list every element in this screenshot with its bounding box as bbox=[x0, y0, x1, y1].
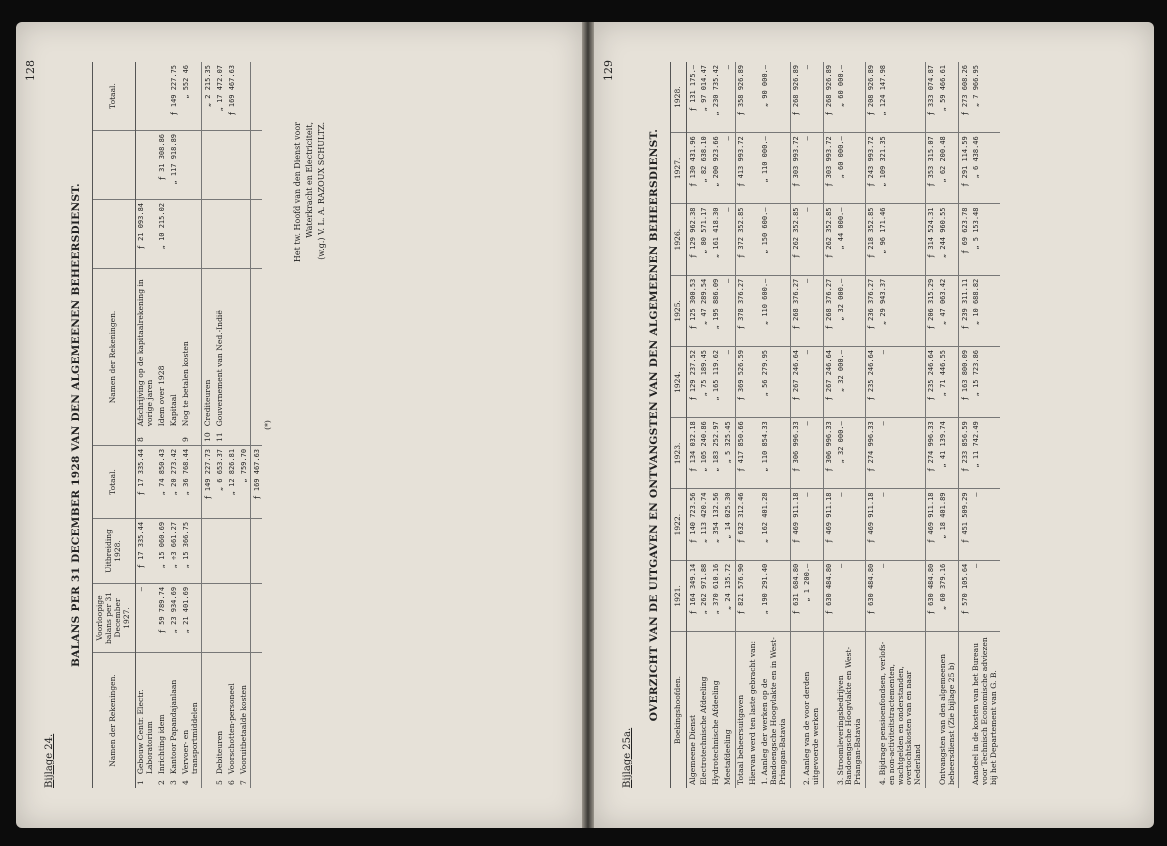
year-value: „ 124 147.98 bbox=[877, 62, 925, 133]
year-value: — bbox=[802, 62, 823, 133]
overview-table bbox=[670, 62, 1000, 788]
year-value: „ 5 325.45 bbox=[723, 418, 735, 489]
year-value: ƒ 69 623.78 bbox=[959, 204, 971, 275]
credit-total: ƒ 169 467.63 bbox=[226, 62, 238, 131]
year-value: ƒ 631 684.80 bbox=[790, 560, 802, 631]
row-label: Totaal beheersuitgaven bbox=[735, 632, 747, 789]
year-value: — bbox=[835, 560, 865, 631]
cell-nr: 5 bbox=[214, 780, 224, 785]
cell-voorloopig bbox=[251, 583, 263, 652]
overview-row bbox=[802, 62, 823, 788]
overview-row bbox=[735, 62, 747, 788]
balance-row bbox=[135, 62, 156, 788]
balance-row bbox=[214, 62, 226, 788]
year-value: „ 62 200.48 bbox=[937, 133, 958, 204]
bijlage-label-right: Bijlage 25a. bbox=[622, 727, 633, 788]
credit-total: „ 552 46 bbox=[180, 62, 201, 131]
left-page-content bbox=[16, 22, 582, 828]
row-label: Aandeel in de kosten van het Bureau voor Technisch Economische adviezen bij het Departement van G. B. bbox=[970, 637, 998, 785]
year-value: — bbox=[970, 560, 1000, 631]
credit-name: Idem over 1928 bbox=[156, 365, 166, 427]
cell-uitbreiding: „ ÷3 661.27 bbox=[168, 518, 180, 583]
year-value: „ 32 000.— bbox=[835, 418, 865, 489]
year-value: „ 82 638.10 bbox=[699, 133, 711, 204]
year-value: „ 60 000.— bbox=[835, 62, 865, 133]
year-value: „ 32 000.— bbox=[835, 347, 865, 418]
year-value: „ 18 401.89 bbox=[937, 489, 958, 560]
year-value: ƒ 140 723.56 bbox=[687, 489, 699, 560]
year-value: „ 150 600.— bbox=[760, 204, 790, 275]
year-value: ƒ 262 352.85 bbox=[823, 204, 835, 275]
credit-nr: 10 bbox=[202, 429, 214, 445]
balance-row bbox=[168, 62, 180, 788]
col-header-year: 1924. bbox=[671, 347, 687, 418]
year-value: ƒ 469 911.18 bbox=[823, 489, 835, 560]
cell-totaal: „ 74 850.43 bbox=[156, 445, 168, 518]
balance-title: BALANS PER 31 DECEMBER 1928 VAN DEN ALGEMEENEN BEHEERSDIENST. bbox=[69, 183, 82, 667]
year-value: „ 47 063.42 bbox=[937, 275, 958, 346]
row-label bbox=[823, 632, 835, 789]
year-value: — bbox=[723, 62, 735, 133]
overview-row bbox=[723, 62, 735, 788]
year-value: ƒ 274 996.33 bbox=[925, 418, 937, 489]
credit-col: „ 117 918.89 bbox=[168, 131, 180, 200]
year-value: „ 6 438.46 bbox=[970, 133, 1000, 204]
year-value: ƒ 291 114.59 bbox=[959, 133, 971, 204]
year-value: ƒ 239 311.11 bbox=[959, 275, 971, 346]
year-value bbox=[748, 560, 760, 631]
cell-naam: Inrichting idem bbox=[156, 714, 166, 775]
overview-row bbox=[687, 62, 699, 788]
year-value: — bbox=[802, 133, 823, 204]
year-value: ƒ 268 926.89 bbox=[823, 62, 835, 133]
year-value: ƒ 268 376.27 bbox=[823, 275, 835, 346]
balance-note-row bbox=[262, 62, 274, 788]
credit-name: Nog te betalen kosten bbox=[180, 341, 190, 427]
balance-row bbox=[226, 62, 238, 788]
bijlage-label-left: Bijlage 24. bbox=[44, 733, 55, 788]
cell-uitbreiding bbox=[238, 518, 250, 583]
row-label: Hiervan werd ten laste gebracht van: bbox=[748, 640, 758, 785]
year-value: „ 11 742.49 bbox=[970, 418, 1000, 489]
year-value: „ 96 171.46 bbox=[877, 204, 925, 275]
year-value: „ 110 600.— bbox=[760, 275, 790, 346]
year-value: „ 56 279.95 bbox=[760, 347, 790, 418]
cell-uitbreiding bbox=[214, 518, 226, 583]
year-value bbox=[748, 275, 760, 346]
row-label bbox=[790, 632, 802, 789]
cell-nr: 2 bbox=[156, 780, 166, 785]
cell-nr: 7 bbox=[238, 780, 248, 785]
year-value: ƒ 630 484.80 bbox=[925, 560, 937, 631]
year-value: ƒ 268 926.89 bbox=[790, 62, 802, 133]
cell-totaal: ƒ 169 467.63 bbox=[251, 445, 263, 518]
col-header-totaal-credit: Totaal. bbox=[93, 62, 135, 131]
year-value: „ 5 153.48 bbox=[970, 204, 1000, 275]
year-value: ƒ 274 996.33 bbox=[865, 418, 877, 489]
year-value: ƒ 369 526.59 bbox=[735, 347, 747, 418]
cell-naam: Kantoor Papandajanlaan bbox=[168, 679, 178, 775]
year-value: „ 1 200.— bbox=[802, 560, 823, 631]
year-value bbox=[748, 347, 760, 418]
year-value: ƒ 273 608.26 bbox=[959, 62, 971, 133]
overview-row bbox=[823, 62, 835, 788]
cell-voorloopig: „ 23 934.69 bbox=[168, 583, 180, 652]
year-value: ƒ 303 993.72 bbox=[790, 133, 802, 204]
credit-name: Gouvernement van Ned.-Indië bbox=[214, 310, 224, 427]
cell-naam: Gebouw Centr. Electr. Laboratorium bbox=[136, 689, 154, 775]
year-value: ƒ 469 911.18 bbox=[790, 489, 802, 560]
footnote-marker: (*) bbox=[262, 420, 272, 430]
year-value: — bbox=[802, 275, 823, 346]
cell-nr: 3 bbox=[168, 780, 178, 785]
balance-table bbox=[92, 62, 274, 788]
row-label bbox=[925, 632, 937, 789]
row-label: Algemeene Dienst bbox=[687, 714, 697, 785]
year-value: ƒ 469 911.18 bbox=[925, 489, 937, 560]
cell-nr: 4 bbox=[180, 780, 190, 785]
credit-sub bbox=[168, 200, 180, 269]
year-value: ƒ 164 349.14 bbox=[687, 560, 699, 631]
year-value: ƒ 129 237.52 bbox=[687, 347, 699, 418]
credit-total: ƒ 149 227.75 bbox=[168, 62, 180, 131]
cell-totaal: „ 20 273.42 bbox=[168, 445, 180, 518]
year-value: — bbox=[835, 489, 865, 560]
year-value bbox=[748, 62, 760, 133]
year-value: „ 262 971.88 bbox=[699, 560, 711, 631]
year-value: „ 60 000.— bbox=[835, 133, 865, 204]
row-label: 3. Stroomleveringsbedrijven Bandoengsche Hoogvlakte en West-Priangan-Batavia bbox=[835, 646, 863, 785]
year-value: ƒ 306 996.33 bbox=[790, 418, 802, 489]
year-value: ƒ 131 175.— bbox=[687, 62, 699, 133]
col-header-year: 1922. bbox=[671, 489, 687, 560]
right-page bbox=[594, 22, 1154, 828]
year-value: „ 244 960.55 bbox=[937, 204, 958, 275]
year-value: „ 105 240.86 bbox=[699, 418, 711, 489]
right-page-content bbox=[594, 22, 1154, 828]
year-value: — bbox=[802, 204, 823, 275]
year-value: — bbox=[877, 347, 925, 418]
year-value: — bbox=[802, 418, 823, 489]
overview-row bbox=[877, 62, 925, 788]
col-header-year: 1921. bbox=[671, 560, 687, 631]
year-value: ƒ 451 509.29 bbox=[959, 489, 971, 560]
cell-totaal: „ 36 768.44 bbox=[180, 445, 201, 518]
credit-sub: „ 10 215.02 bbox=[156, 200, 168, 269]
overview-row bbox=[970, 62, 1000, 788]
year-value: — bbox=[723, 204, 735, 275]
year-value: „ 32 000.— bbox=[835, 275, 865, 346]
balance-row bbox=[180, 62, 201, 788]
overview-row bbox=[959, 62, 971, 788]
year-value: ƒ 821 576.90 bbox=[735, 560, 747, 631]
col-header-names-credit: Namen der Rekeningen. bbox=[93, 269, 135, 446]
year-value: „ 75 189.45 bbox=[699, 347, 711, 418]
credit-name: Afschrijving op de kapitaalrekening in vorige jaren bbox=[136, 279, 154, 427]
year-value: „ 24 135.72 bbox=[723, 560, 735, 631]
book-gutter bbox=[582, 22, 594, 828]
year-value: ƒ 570 105.64 bbox=[959, 560, 971, 631]
credit-name: Kapitaal bbox=[168, 394, 178, 427]
year-value: „ 15 723.86 bbox=[970, 347, 1000, 418]
credit-nr bbox=[168, 429, 180, 445]
year-value: ƒ 236 376.27 bbox=[865, 275, 877, 346]
year-value: ƒ 630 484.80 bbox=[823, 560, 835, 631]
year-value: ƒ 353 315.07 bbox=[925, 133, 937, 204]
year-value: ƒ 163 800.09 bbox=[959, 347, 971, 418]
cell-voorloopig bbox=[226, 583, 238, 652]
year-value bbox=[748, 489, 760, 560]
cell-totaal: „ 12 826.81 bbox=[226, 445, 238, 518]
cell-uitbreiding: „ 15 366.75 bbox=[180, 518, 201, 583]
cell-uitbreiding bbox=[251, 518, 263, 583]
row-label: Meetafdeeling bbox=[723, 729, 733, 785]
year-value: ƒ 206 315.29 bbox=[925, 275, 937, 346]
year-value: „ 354 132.56 bbox=[711, 489, 723, 560]
page-number-left: 128 bbox=[24, 60, 37, 81]
credit-col: ƒ 31 308.86 bbox=[156, 131, 168, 200]
cell-voorloopig: ƒ 59 789.74 bbox=[156, 583, 168, 652]
year-value: — bbox=[802, 489, 823, 560]
year-value: „ 165 119.62 bbox=[711, 347, 723, 418]
year-value: ƒ 417 850.66 bbox=[735, 418, 747, 489]
cell-voorloopig bbox=[202, 583, 214, 652]
year-value: „ 44 000.— bbox=[835, 204, 865, 275]
row-label: 1. Aanleg der werken op de Bandoengsche Hoogvlakte en in West-Priangan-Batavia bbox=[760, 637, 788, 785]
year-value bbox=[748, 204, 760, 275]
year-value: ƒ 306 996.33 bbox=[823, 418, 835, 489]
year-value: ƒ 130 431.96 bbox=[687, 133, 699, 204]
year-value: — bbox=[877, 489, 925, 560]
year-value: „ 10 688.82 bbox=[970, 275, 1000, 346]
year-value: „ 200 923.66 bbox=[711, 133, 723, 204]
cell-nr bbox=[202, 777, 214, 788]
year-value: „ 90 000.— bbox=[760, 62, 790, 133]
row-label: Electrotechnische Afdeeling bbox=[699, 676, 709, 785]
year-value: — bbox=[723, 347, 735, 418]
year-value: „ 60 379.16 bbox=[937, 560, 958, 631]
year-value: „ 183 252.97 bbox=[711, 418, 723, 489]
year-value bbox=[748, 418, 760, 489]
cell-voorloopig bbox=[238, 583, 250, 652]
year-value: ƒ 125 300.53 bbox=[687, 275, 699, 346]
cell-naam: Debiteuren bbox=[214, 730, 224, 775]
credit-total: „ 2 215.35 bbox=[202, 62, 214, 131]
year-value: — bbox=[723, 133, 735, 204]
year-value: ƒ 235 246.64 bbox=[925, 347, 937, 418]
row-label: 2. Aanleg van de voor derden uitgevoerde werken bbox=[802, 671, 821, 785]
credit-total: „ 17 472.07 bbox=[214, 62, 226, 131]
credit-col bbox=[202, 131, 214, 200]
year-value: ƒ 268 376.27 bbox=[790, 275, 802, 346]
year-value: ƒ 632 312.46 bbox=[735, 489, 747, 560]
credit-sub: ƒ 21 093.84 bbox=[135, 200, 156, 269]
year-value: ƒ 378 376.27 bbox=[735, 275, 747, 346]
col-header-names: Namen der Rekeningen. bbox=[93, 652, 135, 788]
cell-uitbreiding bbox=[226, 518, 238, 583]
balance-row bbox=[251, 62, 263, 788]
year-value: „ 161 418.30 bbox=[711, 204, 723, 275]
credit-col bbox=[135, 131, 156, 200]
credit-nr: 11 bbox=[214, 429, 226, 445]
credit-nr bbox=[156, 429, 168, 445]
year-value: ƒ 333 074.87 bbox=[925, 62, 937, 133]
year-value: ƒ 267 246.64 bbox=[790, 347, 802, 418]
overview-title: OVERZICHT VAN DE UITGAVEN EN ONTVANGSTEN VAN DEN ALGEMEENEN BEHEERSDIENST. bbox=[647, 128, 660, 722]
overview-row bbox=[699, 62, 711, 788]
year-value: „ 370 610.16 bbox=[711, 560, 723, 631]
year-value: „ 80 571.17 bbox=[699, 204, 711, 275]
signature-line-2: Waterkracht en Electriciteit, bbox=[305, 122, 315, 238]
col-header-totaal: Totaal. bbox=[93, 445, 135, 518]
year-value: — bbox=[802, 347, 823, 418]
year-value: ƒ 233 856.59 bbox=[959, 418, 971, 489]
year-value: ƒ 314 524.31 bbox=[925, 204, 937, 275]
col-header-voorloopig: Voorloopige balans per 31 December 1927. bbox=[93, 583, 135, 652]
year-value: ƒ 630 484.80 bbox=[865, 560, 877, 631]
col-header-year: 1926. bbox=[671, 204, 687, 275]
year-value: ƒ 303 993.72 bbox=[823, 133, 835, 204]
cell-totaal: „ 759.70 bbox=[238, 445, 250, 518]
credit-col bbox=[180, 131, 201, 200]
year-value: „ 71 446.55 bbox=[937, 347, 958, 418]
cell-nr: 1 bbox=[136, 780, 146, 785]
credit-col bbox=[214, 131, 226, 200]
row-label: 4. Bijdrage pensioenfondsen, verlofs- en non-activiteitstractementen, wachtgelden en onderstanden, overtochtskosten van en naar Nederland bbox=[877, 641, 923, 785]
signature-line-1: Het tw. Hoofd van den Dienst voor bbox=[293, 122, 303, 263]
year-value: ƒ 372 352.85 bbox=[735, 204, 747, 275]
year-value: „ 109 321.35 bbox=[877, 133, 925, 204]
row-label bbox=[865, 632, 877, 789]
credit-nr: 9 bbox=[180, 429, 201, 445]
page-number-right: 129 bbox=[602, 60, 615, 81]
year-value: ƒ 469 911.18 bbox=[865, 489, 877, 560]
year-value: „ 97 014.47 bbox=[699, 62, 711, 133]
left-page bbox=[16, 22, 582, 828]
year-value: ƒ 262 352.85 bbox=[790, 204, 802, 275]
year-value: „ 41 139.74 bbox=[937, 418, 958, 489]
year-value: ƒ 235 246.64 bbox=[865, 347, 877, 418]
overview-row bbox=[835, 62, 865, 788]
row-label: Ontvangsten van den algemeenen beheersdienst (Zie bijlage 25 b) bbox=[937, 653, 956, 785]
cell-naam: Voorschotten-personeel bbox=[226, 683, 236, 775]
col-header-year: 1923. bbox=[671, 418, 687, 489]
year-value: „ 110 854.33 bbox=[760, 418, 790, 489]
col-header-year: 1927. bbox=[671, 133, 687, 204]
cell-voorloopig: — bbox=[135, 583, 156, 652]
cell-nr: 6 bbox=[226, 780, 236, 785]
year-value: ƒ 134 032.18 bbox=[687, 418, 699, 489]
year-value: „ 230 735.42 bbox=[711, 62, 723, 133]
year-value bbox=[748, 133, 760, 204]
cell-uitbreiding: ƒ 17 335.44 bbox=[135, 518, 156, 583]
signature-line-3: (w.g.) V. L. A. RAZOUX SCHULTZ. bbox=[317, 122, 327, 260]
credit-nr: 8 bbox=[135, 429, 156, 445]
year-value: „ 47 289.54 bbox=[699, 275, 711, 346]
year-value: „ 59 466.61 bbox=[937, 62, 958, 133]
overview-row bbox=[937, 62, 958, 788]
year-value: „ 14 025.30 bbox=[723, 489, 735, 560]
year-value: — bbox=[970, 489, 1000, 560]
cell-totaal: ƒ 149 227.73 bbox=[202, 445, 214, 518]
col-header-boekingshoofden: Boekingshoofden. bbox=[671, 632, 687, 789]
row-label: Hydrotechnische Afdeeling bbox=[711, 680, 721, 785]
year-value: „ 113 420.74 bbox=[699, 489, 711, 560]
overview-row bbox=[865, 62, 877, 788]
cell-uitbreiding bbox=[202, 518, 214, 583]
col-header-year: 1928. bbox=[671, 62, 687, 133]
cell-naam: Vervoer- en transportmiddelen bbox=[180, 702, 199, 775]
year-value: ƒ 267 246.64 bbox=[823, 347, 835, 418]
cell-naam: Vooruitbetaalde kosten bbox=[238, 685, 248, 775]
col-header-uitbreiding: Uitbreiding 1928. bbox=[93, 518, 135, 583]
year-value: ƒ 129 962.38 bbox=[687, 204, 699, 275]
year-value: „ 190 291.40 bbox=[760, 560, 790, 631]
year-value: ƒ 243 993.72 bbox=[865, 133, 877, 204]
year-value: „ 162 401.28 bbox=[760, 489, 790, 560]
overview-row bbox=[711, 62, 723, 788]
credit-sub bbox=[214, 200, 226, 269]
col-header-year: 1925. bbox=[671, 275, 687, 346]
credit-name: Crediteuren bbox=[202, 269, 214, 430]
year-value: „ 7 966.95 bbox=[970, 62, 1000, 133]
overview-row bbox=[925, 62, 937, 788]
balance-row bbox=[202, 62, 214, 788]
year-value: ƒ 218 352.85 bbox=[865, 204, 877, 275]
overview-row bbox=[790, 62, 802, 788]
year-value: — bbox=[877, 560, 925, 631]
cell-nr bbox=[251, 777, 263, 788]
year-value: ƒ 208 926.89 bbox=[865, 62, 877, 133]
balance-row bbox=[156, 62, 168, 788]
cell-totaal: „ 6 653.37 bbox=[214, 445, 226, 518]
cell-totaal: ƒ 17 335.44 bbox=[135, 445, 156, 518]
cell-voorloopig bbox=[214, 583, 226, 652]
signature-block bbox=[292, 62, 328, 788]
row-label bbox=[959, 632, 971, 789]
balance-row bbox=[238, 62, 250, 788]
credit-sub bbox=[202, 200, 214, 269]
cell-voorloopig: „ 21 401.69 bbox=[180, 583, 201, 652]
year-value: „ 29 943.37 bbox=[877, 275, 925, 346]
credit-sub bbox=[180, 200, 201, 269]
year-value: — bbox=[877, 418, 925, 489]
year-value: — bbox=[723, 275, 735, 346]
year-value: ƒ 358 926.89 bbox=[735, 62, 747, 133]
cell-naam bbox=[202, 652, 214, 777]
year-value: „ 195 886.09 bbox=[711, 275, 723, 346]
cell-uitbreiding: „ 15 060.69 bbox=[156, 518, 168, 583]
year-value: „ 110 000.— bbox=[760, 133, 790, 204]
overview-row bbox=[760, 62, 790, 788]
cell-naam bbox=[251, 652, 263, 777]
overview-row bbox=[748, 62, 760, 788]
year-value: ƒ 413 993.72 bbox=[735, 133, 747, 204]
